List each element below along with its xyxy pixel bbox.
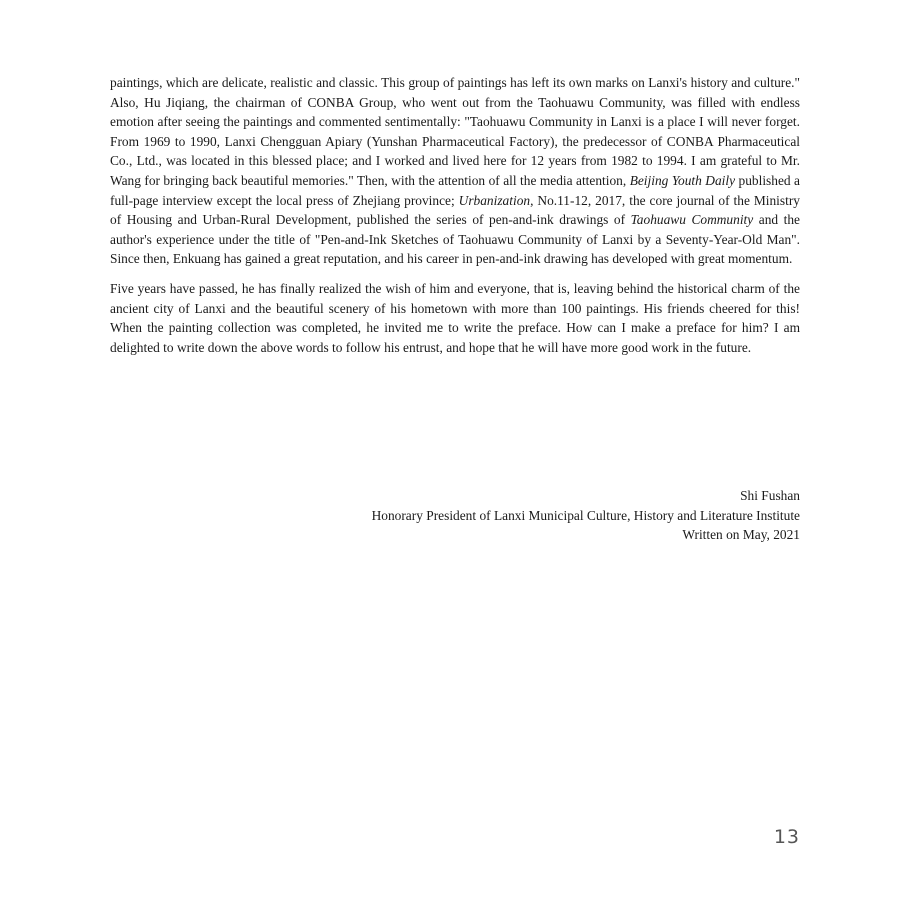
signature-date: Written on May, 2021 [682, 527, 800, 543]
paragraph-1-part-1: paintings, which are delicate, realistic and classic. This group of paintings has left its own marks on Lanxi's history and culture." Also, Hu Jiqiang, the chairman of CONBA Group, who went out from the Taohuawu Community, was filled with endless emotion after seeing the paintings and commented sentimentally: "Taohuawu Community in Lanxi is a place I will never forget. From 1969 to 1990, Lanxi Chengguan Apiary (Yunshan Pharmaceutical Factory), the predecessor of CONBA Pharmaceutical Co., Ltd., was located in this blessed place; and I worked and lived here for 12 years from 1982 to 1994. I am grateful to Mr. Wang for bringing back beautiful memories." Then, with the attention of all the media attention, [110, 75, 800, 188]
paragraph-1-part-4: and the author's experience under the title of "Pen-and-Ink Sketches of Taohuawu Community of Lanxi by a Seventy-Year-Old Man". Since then, Enkuang has gained a great reputation, and his career in pen-and-ink drawing has developed with great momentum. [110, 212, 800, 267]
paragraph-1-part-2: published a full-page interview except the local press of Zhejiang province; [110, 172, 800, 208]
publication-title-beijing-youth-daily: Beijing Youth Daily [629, 172, 736, 188]
signature-block [372, 486, 800, 545]
signature-name: Shi Fushan [740, 488, 800, 503]
body-text [110, 73, 800, 367]
signature-title: Honorary President of Lanxi Municipal Culture, History and Literature Institute [371, 507, 800, 523]
page-number: 13 [773, 826, 800, 848]
work-title-taohuawu-community: Taohuawu Community [630, 212, 754, 228]
paragraph-1-part-3: , No.11-12, 2017, the core journal of the Ministry of Housing and Urban-Rural Development, published the series of pen-and-ink drawings of [110, 192, 800, 228]
paragraph-2: Five years have passed, he has finally realized the wish of him and everyone, that is, leaving behind the historical charm of the ancient city of Lanxi and the beautiful scenery of his hometown with more than 100 paintings. His friends cheered for this! When the painting collection was completed, he invited me to write the preface. How can I make a preface for him? I am delighted to write down the above words to follow his entrust, and hope that he will have more good work in the future. [110, 280, 800, 355]
publication-title-urbanization: Urbanization [458, 192, 531, 208]
paragraph-1 [110, 73, 800, 269]
